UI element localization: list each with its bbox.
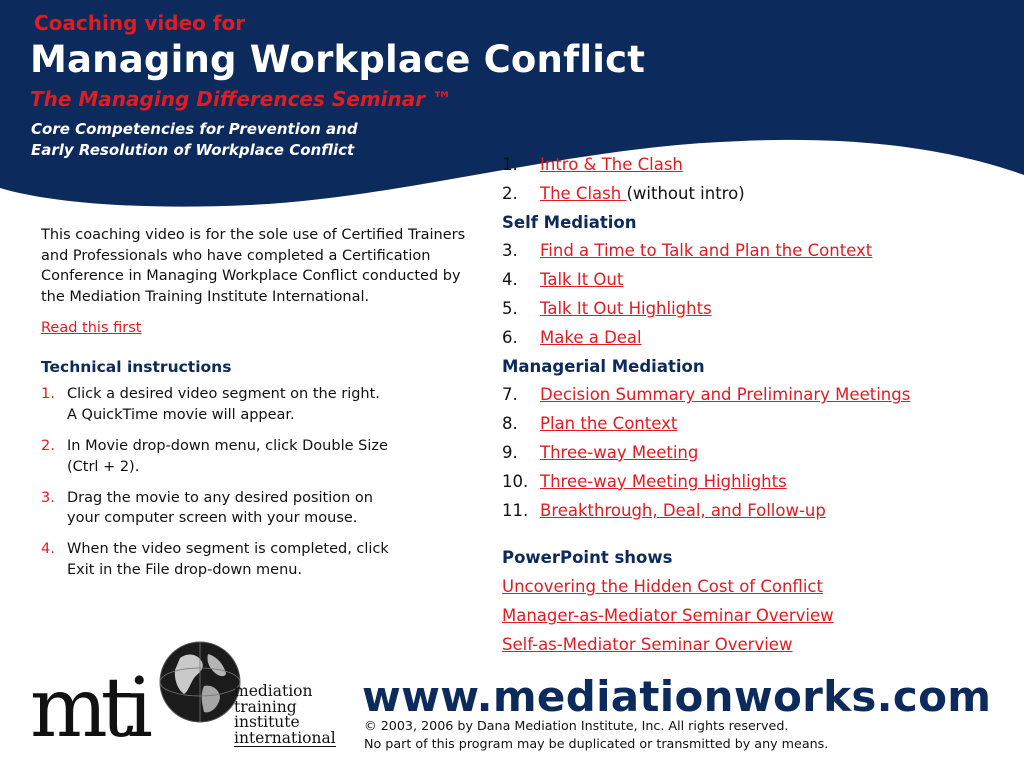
segment-item (502, 266, 1012, 295)
segment-number: 10. (502, 471, 529, 491)
segment-link-talk-it-out-highlights[interactable]: Talk It Out Highlights (540, 298, 712, 318)
powerpoint-item (502, 631, 1012, 660)
segment-link-talk-it-out[interactable]: Talk It Out (540, 270, 624, 290)
step-line: When the video segment is completed, click (67, 541, 389, 558)
step-text (67, 488, 373, 530)
segment-number: 9. (502, 442, 518, 462)
instruction-step (41, 436, 481, 478)
step-line: Exit in the File drop-down menu. (67, 561, 303, 578)
managerial-mediation-heading: Managerial Mediation (502, 356, 705, 376)
segment-item (502, 439, 1012, 468)
segment-number: 5. (502, 298, 518, 318)
technical-instructions-heading: Technical instructions (41, 358, 232, 377)
instruction-step (41, 488, 481, 530)
segment-item (502, 497, 1012, 526)
segment-number: 2. (502, 183, 518, 203)
segment-number: 6. (502, 327, 518, 347)
step-number: 3. (41, 489, 55, 506)
segment-number: 4. (502, 270, 518, 290)
segment-link-make-a-deal[interactable]: Make a Deal (540, 327, 642, 347)
page-title: Managing Workplace Conflict (30, 38, 646, 81)
segment-item (502, 324, 1012, 353)
instruction-step (41, 539, 481, 581)
video-segments-panel (502, 151, 1012, 660)
powerpoint-shows-heading: PowerPoint shows (502, 548, 673, 568)
mti-logo-letters: mti (30, 661, 146, 756)
segment-number: 7. (502, 385, 518, 405)
copyright-notice (364, 717, 828, 753)
intro-text: This coaching video is for the sole use of Certified Trainers and Professionals who have completed a Certification Conference in Managing Workplace Conflict conducted by the Mediation Training Institute International. (41, 227, 466, 305)
logo-word: international (234, 728, 336, 747)
subtitle-line-2: Early Resolution of Workplace Conflict (31, 141, 355, 159)
subtitle (31, 119, 358, 161)
powerpoint-link-self-as-mediator[interactable]: Self-as-Mediator Seminar Overview (502, 634, 793, 654)
step-number: 1. (41, 386, 55, 403)
segment-link-three-way-meeting-highlights[interactable]: Three-way Meeting Highlights (540, 471, 787, 491)
step-line: Click a desired video segment on the right. (67, 386, 380, 403)
copyright-line-2: No part of this program may be duplicated or transmitted by any means. (364, 736, 829, 751)
instructions-panel (41, 225, 481, 591)
segment-item (502, 151, 1012, 180)
segment-number: 1. (502, 155, 518, 174)
step-text (67, 539, 389, 581)
website-url: www.mediationworks.com (362, 672, 992, 721)
read-this-first-link[interactable]: Read this first (41, 320, 142, 337)
step-number: 2. (41, 437, 55, 454)
step-line: Drag the movie to any desired position on (67, 489, 373, 506)
step-number: 4. (41, 541, 55, 558)
step-line: A QuickTime movie will appear. (67, 407, 295, 424)
instruction-step (41, 384, 481, 426)
logo-word: institute (234, 713, 300, 731)
segment-link-intro-the-clash[interactable]: Intro & The Clash (540, 155, 683, 174)
step-line: your computer screen with your mouse. (67, 510, 358, 527)
step-text (67, 436, 388, 478)
segment-item (502, 237, 1012, 266)
segment-note: (without intro) (626, 183, 745, 203)
segment-item (502, 410, 1012, 439)
segment-link-plan-the-context[interactable]: Plan the Context (540, 414, 678, 434)
seminar-name: The Managing Differences Seminar ™ (30, 87, 453, 111)
mti-logo (30, 640, 336, 756)
segment-item (502, 381, 1012, 410)
segment-link-decision-summary[interactable]: Decision Summary and Preliminary Meetings (540, 385, 911, 405)
step-text (67, 384, 380, 426)
step-line: In Movie drop-down menu, click Double Size (67, 437, 388, 454)
step-line: (Ctrl + 2). (67, 458, 140, 475)
mti-logo-words (234, 684, 336, 747)
logo-word: training (234, 697, 297, 716)
powerpoint-item (502, 573, 1012, 602)
powerpoint-link-hidden-cost[interactable]: Uncovering the Hidden Cost of Conflict (502, 577, 823, 597)
self-mediation-heading: Self Mediation (502, 212, 637, 232)
logo-word: mediation (234, 682, 313, 700)
segment-link-breakthrough[interactable]: Breakthrough, Deal, and Follow-up (540, 500, 826, 520)
copyright-line-1: © 2003, 2006 by Dana Mediation Institute, Inc. All rights reserved. (364, 718, 789, 733)
powerpoint-item (502, 602, 1012, 631)
segment-item (502, 295, 1012, 324)
header-prefix: Coaching video for (34, 11, 246, 35)
segment-link-three-way-meeting[interactable]: Three-way Meeting (540, 442, 699, 462)
globe-icon (158, 640, 243, 725)
segment-number: 11. (502, 500, 529, 520)
segment-number: 3. (502, 241, 518, 261)
instruction-steps (41, 384, 481, 580)
segment-item (502, 468, 1012, 497)
powerpoint-link-manager-as-mediator[interactable]: Manager-as-Mediator Seminar Overview (502, 605, 834, 625)
segment-number: 8. (502, 414, 518, 434)
segment-item (502, 180, 1012, 209)
segment-link-find-a-time[interactable]: Find a Time to Talk and Plan the Context (540, 241, 873, 261)
subtitle-line-1: Core Competencies for Prevention and (31, 120, 358, 138)
segment-link-the-clash[interactable]: The Clash (540, 183, 627, 203)
